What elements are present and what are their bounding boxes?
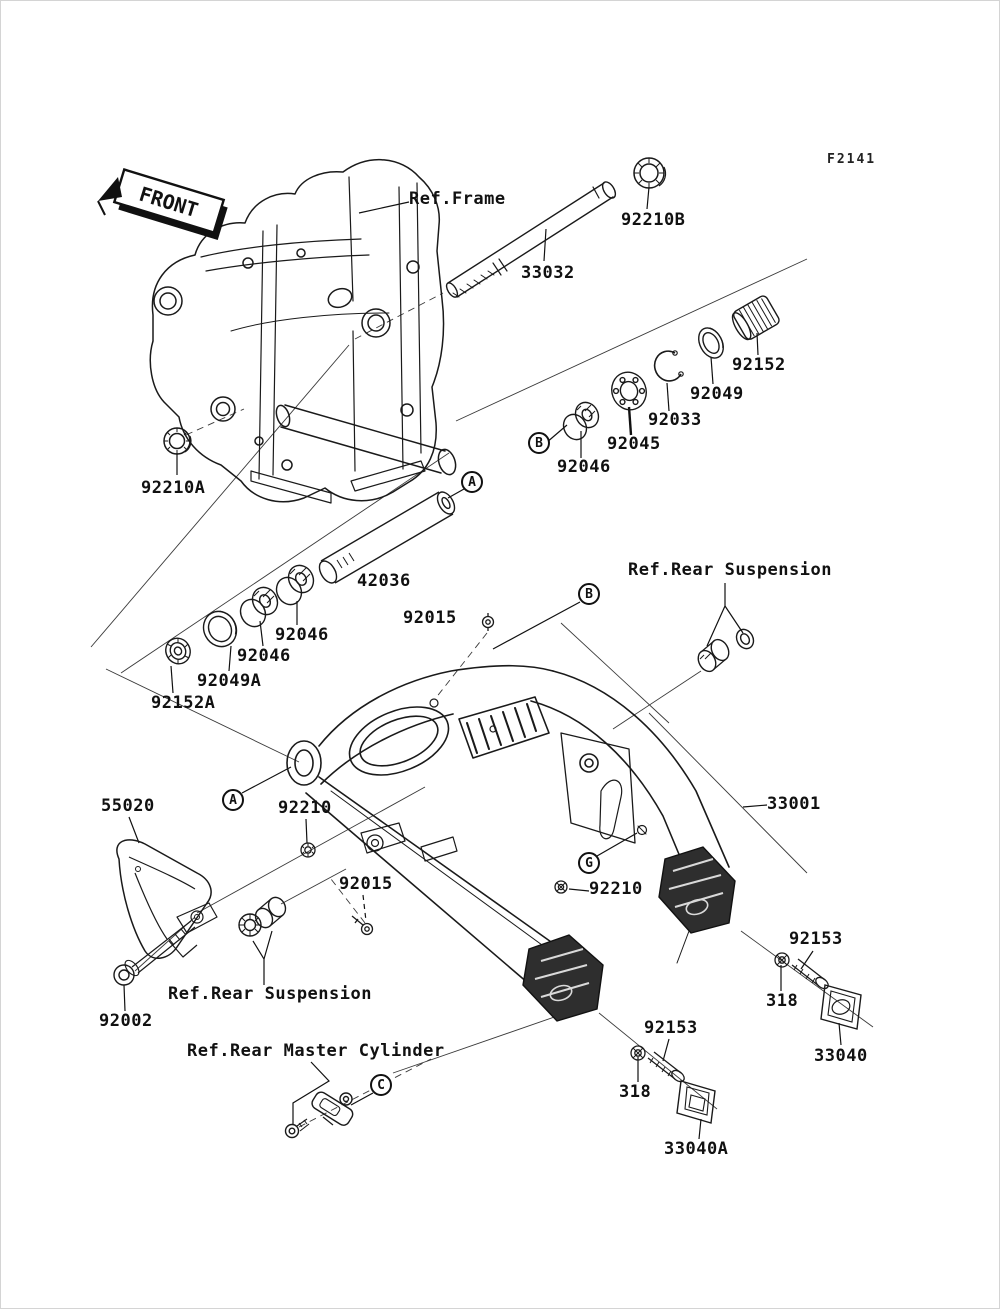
label-92152A: 92152A [151,693,216,713]
label-33040: 33040 [814,1046,868,1066]
label-92153-bottom: 92153 [644,1018,698,1038]
susp-bearing-bottom [239,914,261,936]
label-92210-upper: 92210 [278,798,332,818]
label-33040A: 33040A [664,1139,729,1159]
label-318-right: 318 [766,991,799,1011]
label-92210A: 92210A [141,478,206,498]
label-92015-upper: 92015 [403,608,457,628]
seal-92049 [694,324,728,363]
label-33032: 33032 [521,263,575,283]
label-92210B: 92210B [621,210,686,230]
callout-G [578,852,600,874]
callout-A-shaft [461,471,483,493]
seal-92049A [197,606,242,653]
label-92046-right: 92046 [557,457,611,477]
seal-92152A [161,634,194,668]
label-92210-lower: 92210 [589,879,643,899]
label-ref-rear-suspension-bottom: Ref.Rear Suspension [168,984,372,1004]
callout-B-bushing [528,432,550,454]
front-label: FRONT [136,181,202,223]
label-42036: 42036 [357,571,411,591]
nut-92210A [164,428,191,454]
label-92002: 92002 [99,1011,153,1031]
callout-B-axis [578,583,600,605]
label-92152: 92152 [732,355,786,375]
callout-letter: C [377,1077,385,1093]
master-cylinder-clevis [286,1090,355,1138]
callout-C [370,1074,392,1096]
nut-92210B [634,158,666,188]
susp-bushing-right [695,637,732,675]
label-92045: 92045 [607,434,661,454]
callout-letter: B [535,435,543,451]
label-55020: 55020 [101,796,155,816]
label-92046-lower: 92046 [237,646,291,666]
label-318-bottom: 318 [619,1082,652,1102]
bolt-92210-bottom [555,881,567,893]
plate-33040 [821,985,861,1029]
front-banner [98,170,229,240]
susp-washer-right [733,626,757,651]
plate-33040A [677,1081,715,1123]
callout-A-pivot [222,789,244,811]
label-92153-right: 92153 [789,929,843,949]
callout-letter: B [585,586,593,602]
nut-92210-left [301,843,315,857]
front-arrow-icon [98,177,122,201]
swingarm-end-caps [523,847,735,1021]
label-ref-rear-master-cylinder: Ref.Rear Master Cylinder [187,1041,445,1061]
plug-92152 [728,294,780,343]
label-33001: 33001 [767,794,821,814]
swingarm-33001 [287,666,729,989]
label-92049A: 92049A [197,671,262,691]
washer-318-right [775,953,789,967]
label-92046-upper: 92046 [275,625,329,645]
callout-letter: A [468,474,476,490]
callout-letter: G [585,855,593,871]
label-ref-rear-suspension-right: Ref.Rear Suspension [628,560,832,580]
snap-ring-92033 [655,351,684,381]
callout-letter: A [229,792,237,808]
bushing-92046-lower [236,583,282,631]
label-92049: 92049 [690,384,744,404]
label-ref-frame: Ref.Frame [409,189,506,209]
label-92015-lower: 92015 [339,874,393,894]
bushing-92046-upper [272,561,318,609]
figure-code: F2141 [827,152,877,167]
label-92033: 92033 [648,410,702,430]
screw-92015-upper [483,613,494,631]
